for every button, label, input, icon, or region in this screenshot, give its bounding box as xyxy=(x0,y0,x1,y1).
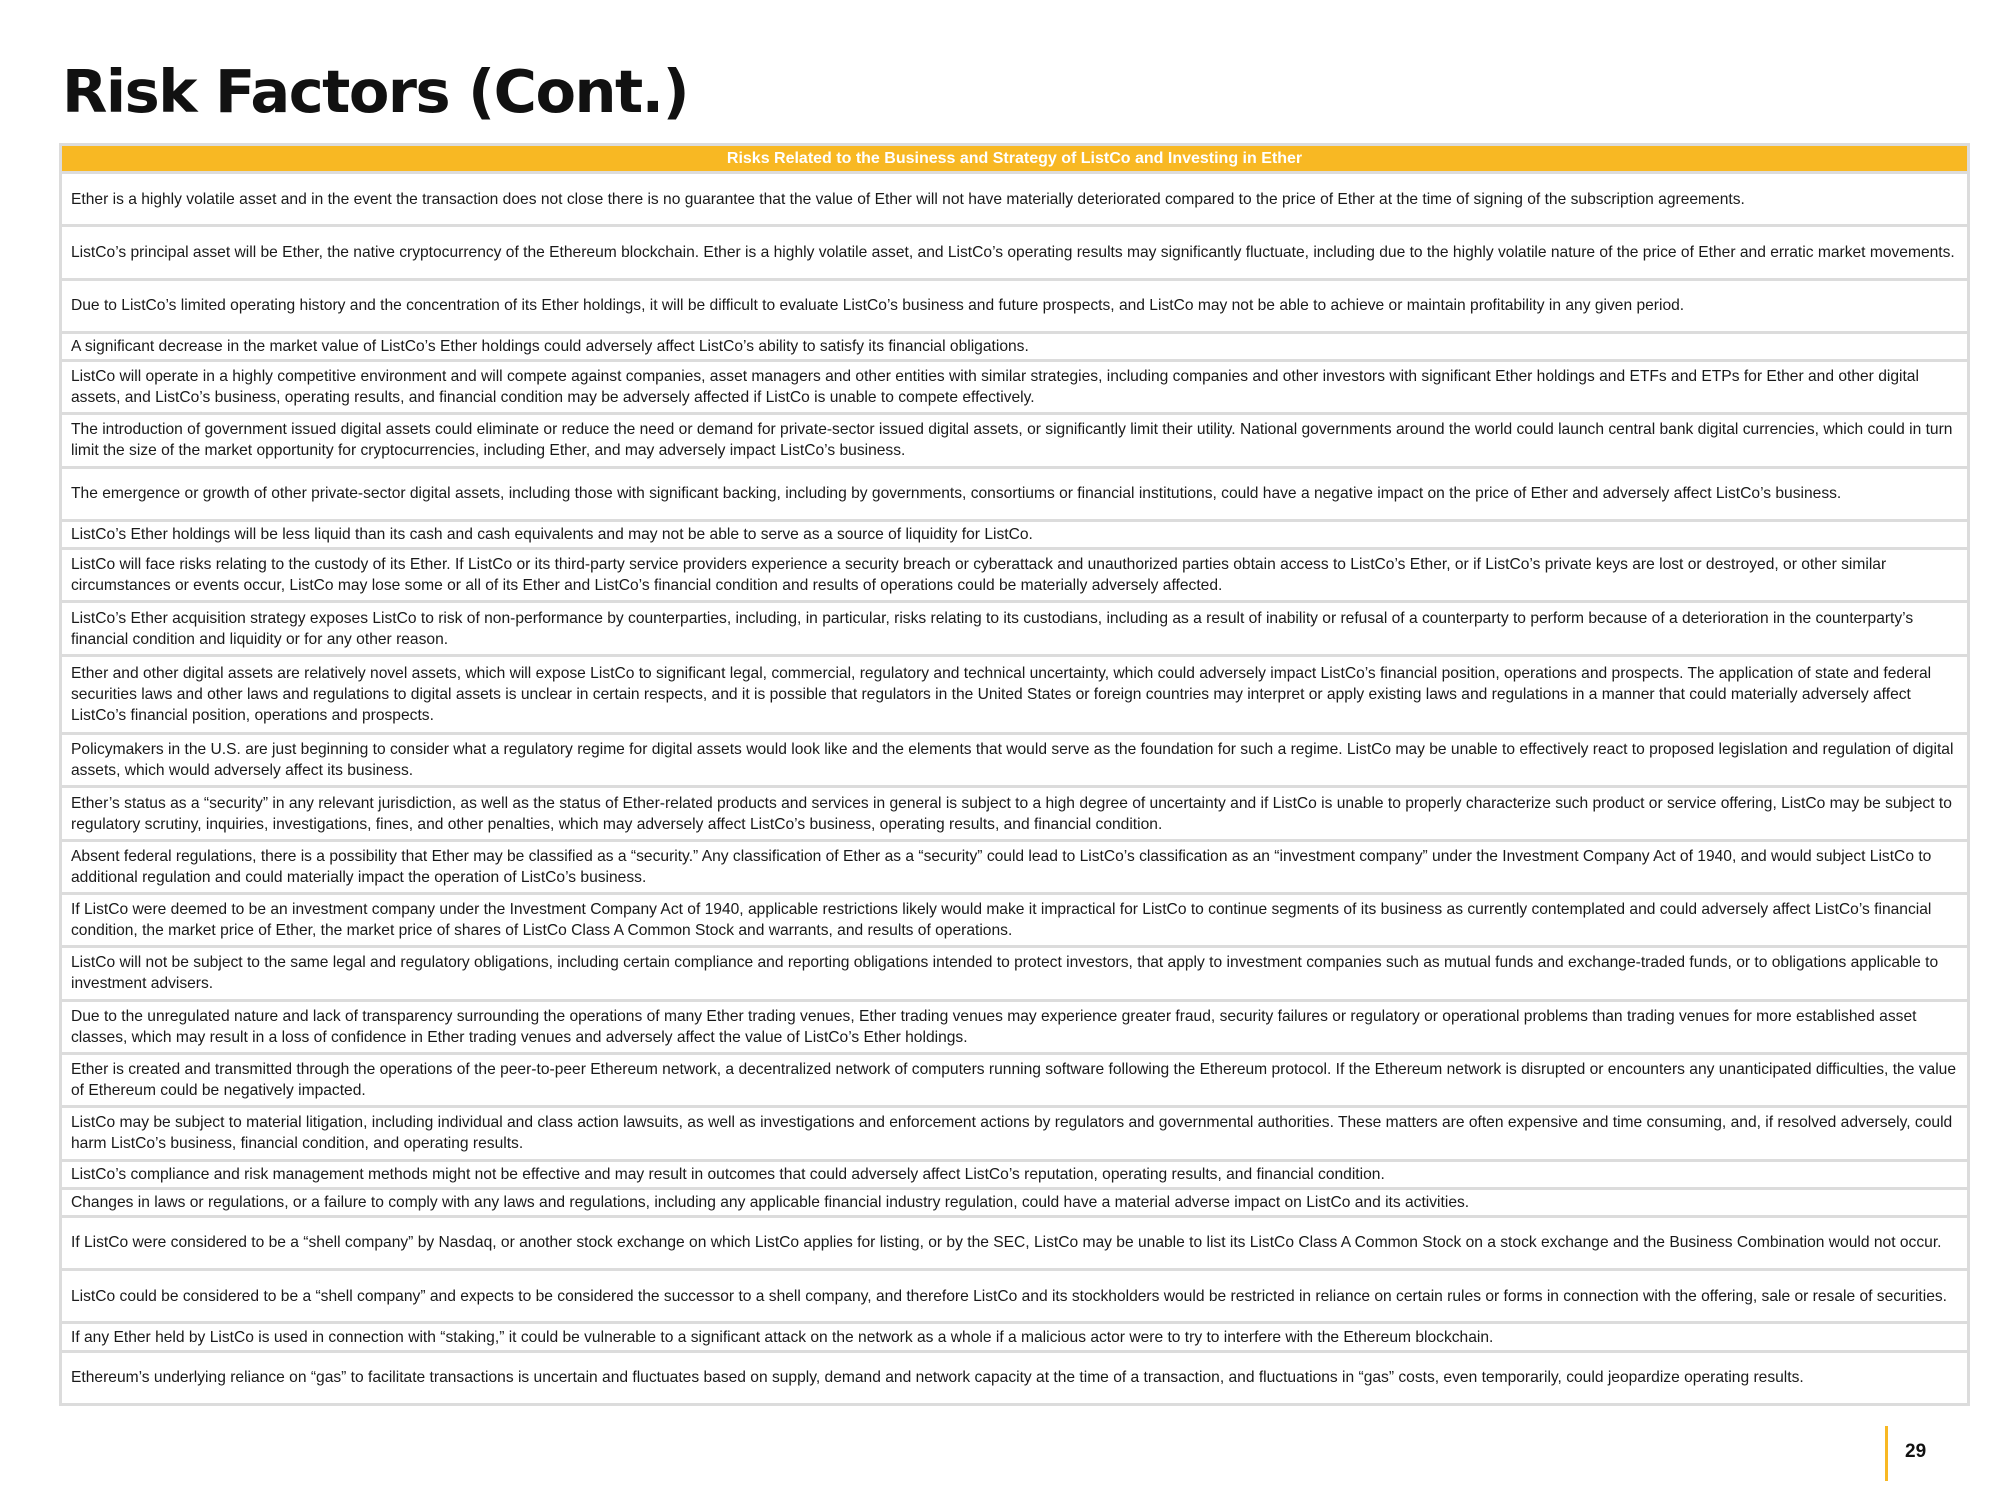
table-row xyxy=(62,788,1967,841)
risk-statement: Ethereum’s underlying reliance on “gas” to facilitate transactions is uncertain and fluctuates based on supply, demand and network capacity at the time of a transaction, and fluctuations in “gas” costs, even temporarily, could jeopardize operating results. xyxy=(71,1369,1804,1387)
table-row xyxy=(62,1353,1967,1403)
risk-statement: ListCo may be subject to material litigation, including individual and class action lawsuits, as well as investigations and enforcement actions by regulators and governmental authorities. These matters are often expensive and time consuming, and, if resolved adversely, could harm ListCo’s business, financial condition, and operating results. xyxy=(71,1114,1953,1153)
risk-statement: Policymakers in the U.S. are just beginning to consider what a regulatory regime for digital assets would look like and the elements that would serve as the foundation for such a regime. ListCo may be unable to effectively react to proposed legislation and regulation of digital assets, which would adversely affect its business. xyxy=(71,741,1954,780)
table-row xyxy=(62,1002,1967,1055)
table-row xyxy=(62,469,1967,522)
risk-statement: If any Ether held by ListCo is used in connection with “staking,” it could be vulnerable to a significant attack on the network as a whole if a malicious actor were to try to interfere with the Ethereum blockchain. xyxy=(71,1328,1494,1346)
risk-statement: Ether and other digital assets are relatively novel assets, which will expose ListCo to significant legal, commercial, regulatory and technical uncertainty, which could adversely impact ListCo’s financial position, operations and prospects. The application of state and federal securities laws and other laws and regulations to digital assets is unclear in certain respects, and it is possible that regulators in the United States or foreign countries may interpret or apply existing laws and regulations in a manner that could materially adversely affect ListCo’s financial position, operations and prospects. xyxy=(71,664,1932,724)
table-row xyxy=(62,362,1967,415)
page-number: 29 xyxy=(1905,1441,1927,1462)
risk-statement: If ListCo were considered to be a “shell company” by Nasdaq, or another stock exchange on which ListCo applies for listing, or by the SEC, ListCo may be unable to list its ListCo Class A Common Stock on a stock exchange and the Business Combination would not occur. xyxy=(71,1234,1942,1252)
risk-statement: A significant decrease in the market value of ListCo’s Ether holdings could adversely affect ListCo’s ability to satisfy its financial obligations. xyxy=(71,337,1029,355)
risk-statement: Changes in laws or regulations, or a failure to comply with any laws and regulations, including any applicable financial industry regulation, could have a material adverse impact on ListCo and its activities. xyxy=(71,1193,1470,1211)
table-row xyxy=(62,842,1967,895)
table-row xyxy=(62,415,1967,468)
table-row xyxy=(62,1190,1967,1218)
table-row xyxy=(62,281,1967,334)
page-title: Risk Factors (Cont.) xyxy=(62,57,689,126)
table-row xyxy=(62,334,1967,362)
table-row xyxy=(62,1324,1967,1352)
table-row xyxy=(62,1108,1967,1161)
risk-statement: ListCo’s principal asset will be Ether, the native cryptocurrency of the Ethereum blockchain. Ether is a highly volatile asset, and ListCo’s operating results may significantly fluctuate, including due to the highly volatile nature of the price of Ether and erratic market movements. xyxy=(71,243,1955,261)
risk-statement: ListCo’s Ether acquisition strategy exposes ListCo to risk of non-performance by counterparties, including, in particular, risks relating to its custodians, including as a result of inability or refusal of a counterparty to perform because of a deterioration in the counterparty’s financial condition and liquidity or for any other reason. xyxy=(71,609,1914,648)
table-row xyxy=(62,1218,1967,1271)
table-row xyxy=(62,227,1967,280)
table-row xyxy=(62,603,1967,656)
risk-statement: ListCo will not be subject to the same legal and regulatory obligations, including certain compliance and reporting obligations intended to protect investors, that apply to investment companies such as mutual funds and exchange-traded funds, or to obligations applicable to investment advisers. xyxy=(71,954,1939,993)
risk-statement: Ether is a highly volatile asset and in the event the transaction does not close there is no guarantee that the value of Ether will not have materially deteriorated compared to the price of Ether at the time of signing of the subscription agreements. xyxy=(71,190,1745,208)
table-row xyxy=(62,522,1967,550)
risk-statement: ListCo will operate in a highly competitive environment and will compete against companies, asset managers and other entities with similar strategies, including companies and other investors with significant Ether holdings and ETFs and ETPs for Ether and other digital assets, and ListCo’s business, operating results, and financial condition may be adversely affected if ListCo is unable to compete effectively. xyxy=(71,368,1919,407)
table-body xyxy=(62,174,1967,1403)
risk-statement: Ether is created and transmitted through the operations of the peer-to-peer Ethereum network, a decentralized network of computers running software following the Ethereum protocol. If the Ethereum network is disrupted or encounters any unanticipated difficulties, the value of Ethereum could be negatively impacted. xyxy=(71,1061,1957,1100)
risk-statement: The emergence or growth of other private-sector digital assets, including those with significant backing, including by governments, consortiums or financial institutions, could have a negative impact on the price of Ether and adversely affect ListCo’s business. xyxy=(71,485,1842,503)
page-number-divider xyxy=(1885,1426,1888,1481)
table-row xyxy=(62,1055,1967,1108)
risk-statement: ListCo will face risks relating to the custody of its Ether. If ListCo or its third-party service providers experience a security breach or cyberattack and unauthorized parties obtain access to ListCo’s Ether, or if ListCo’s private keys are lost or destroyed, or other similar circumstances or events occur, ListCo may lose some or all of its Ether and ListCo’s financial condition and results of operations could be materially adversely affected. xyxy=(71,556,1887,595)
table-row xyxy=(62,1162,1967,1190)
risk-statement: The introduction of government issued digital assets could eliminate or reduce the need or demand for private-sector issued digital assets, or significantly limit their utility. National governments around the world could launch central bank digital currencies, which could in turn limit the size of the market opportunity for cryptocurrencies, including Ether, and may adversely impact ListCo’s business. xyxy=(71,421,1953,460)
table-row xyxy=(62,948,1967,1001)
risk-statement: ListCo could be considered to be a “shell company” and expects to be considered the successor to a shell company, and therefore ListCo and its stockholders would be restricted in reliance on certain rules or forms in connection with the offering, sale or resale of securities. xyxy=(71,1287,1948,1305)
risk-statement: Ether’s status as a “security” in any relevant jurisdiction, as well as the status of Ether-related products and services in general is subject to a high degree of uncertainty and if ListCo is unable to properly characterize such product or service offering, ListCo may be subject to regulatory scrutiny, inquiries, investigations, fines, and other penalties, which may adversely affect ListCo’s business, operating results, and financial condition. xyxy=(71,794,1952,833)
table-row xyxy=(62,895,1967,948)
risk-statement: ListCo’s Ether holdings will be less liquid than its cash and cash equivalents and may not be able to serve as a source of liquidity for ListCo. xyxy=(71,526,1033,544)
table-header: Risks Related to the Business and Strategy of ListCo and Investing in Ether xyxy=(62,146,1967,174)
risk-statement: Absent federal regulations, there is a possibility that Ether may be classified as a “security.” Any classification of Ether as a “security” could lead to ListCo’s classification as an “investment company” under the Investment Company Act of 1940, and would subject ListCo to additional regulation and could materially impact the operation of ListCo’s business. xyxy=(71,847,1932,886)
table-row xyxy=(62,735,1967,788)
risk-statement: Due to ListCo’s limited operating history and the concentration of its Ether holdings, it will be difficult to evaluate ListCo’s business and future prospects, and ListCo may not be able to achieve or maintain profitability in any given period. xyxy=(71,297,1685,315)
table-row xyxy=(62,1271,1967,1324)
risk-statement: If ListCo were deemed to be an investment company under the Investment Company Act of 1940, applicable restrictions likely would make it impractical for ListCo to continue segments of its business as currently contemplated and could adversely affect ListCo’s financial condition, the market price of Ether, the market price of shares of ListCo Class A Common Stock and warrants, and results of operations. xyxy=(71,901,1932,940)
table-row xyxy=(62,174,1967,227)
risk-statement: ListCo’s compliance and risk management methods might not be effective and may result in outcomes that could adversely affect ListCo’s reputation, operating results, and financial condition. xyxy=(71,1165,1385,1183)
risk-statement: Due to the unregulated nature and lack of transparency surrounding the operations of many Ether trading venues, Ether trading venues may experience greater fraud, security failures or regulatory or operational problems than trading venues for more established asset classes, which may result in a loss of confidence in Ether trading venues and adversely affect the value of ListCo’s Ether holdings. xyxy=(71,1007,1917,1046)
table-row xyxy=(62,657,1967,735)
risk-factors-table xyxy=(59,143,1970,1406)
table-row xyxy=(62,550,1967,603)
